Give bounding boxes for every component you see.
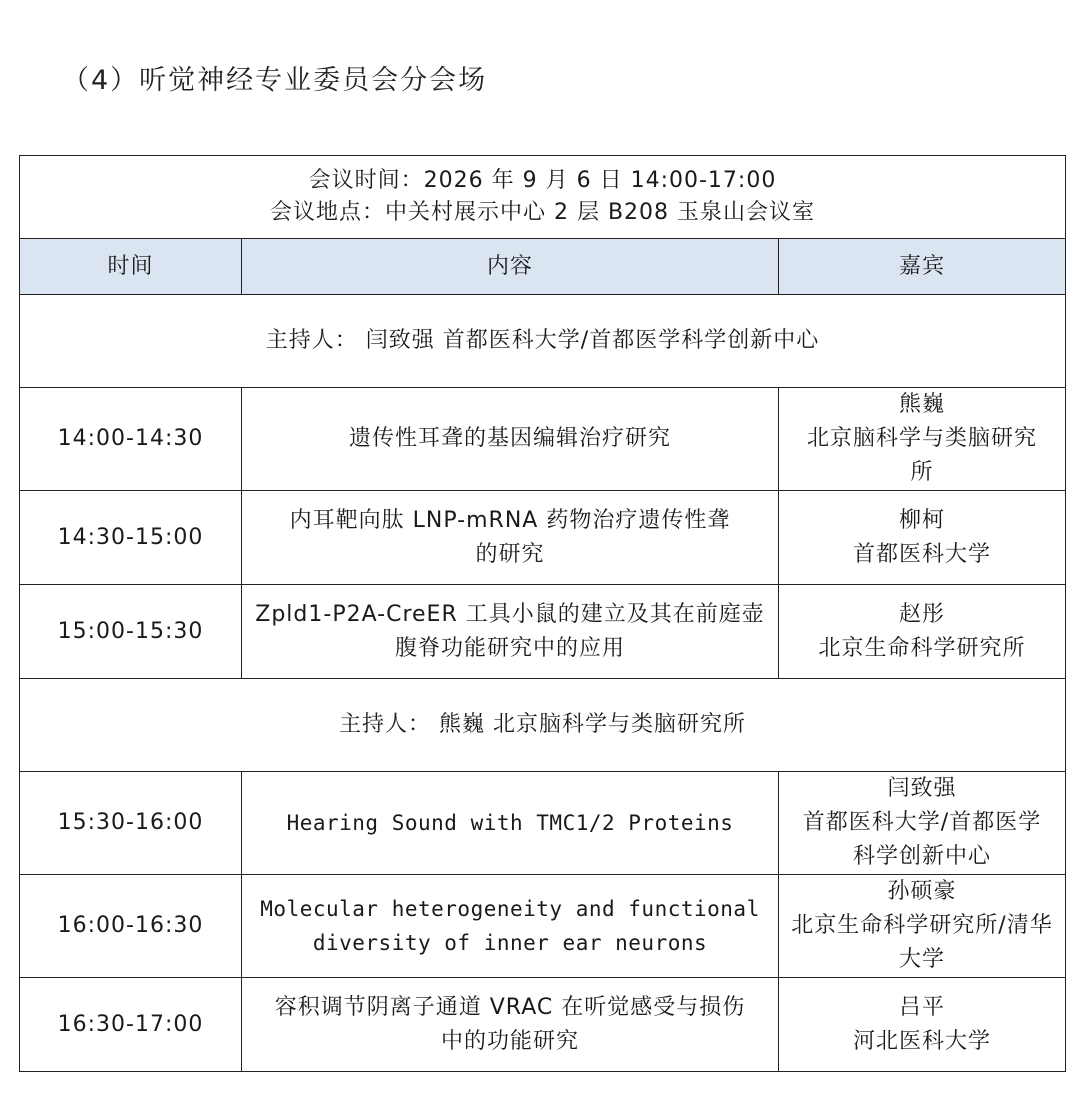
talk-content-text: Molecular heterogeneity and functional diversity of inner ear neurons	[260, 897, 760, 955]
talk-guest	[779, 978, 1066, 1072]
talk-time: 14:00-14:30	[20, 388, 242, 491]
meeting-place: 会议地点：中关村展示中心 2 层 B208 玉泉山会议室	[269, 200, 816, 225]
guest-name: 孙硕豪	[887, 879, 957, 904]
talk-content	[242, 585, 779, 679]
talk-guest	[779, 585, 1066, 679]
table-row	[20, 978, 1066, 1072]
talk-time: 16:30-17:00	[20, 978, 242, 1072]
guest-name: 吕平	[898, 994, 945, 1020]
talk-guest	[779, 875, 1066, 978]
guest-affiliation: 北京生命科学研究所/清华大学	[791, 913, 1053, 972]
talk-guest	[779, 772, 1066, 875]
talk-content	[242, 772, 779, 875]
guest-name: 赵彤	[898, 601, 945, 627]
talk-content-text: 容积调节阴离子通道 VRAC 在听觉感受与损伤中的功能研究	[274, 994, 746, 1054]
talk-content-text: 内耳靶向肽 LNP-mRNA 药物治疗遗传性聋的研究	[289, 507, 731, 567]
table-row	[20, 875, 1066, 978]
talk-content	[242, 978, 779, 1072]
talk-content	[242, 875, 779, 978]
host-row	[20, 295, 1066, 388]
host-row	[20, 679, 1066, 772]
host-cell: 主持人： 熊巍 北京脑科学与类脑研究所	[20, 679, 1066, 772]
guest-affiliation: 河北医科大学	[852, 1028, 991, 1054]
talk-time: 15:30-16:00	[20, 772, 242, 875]
meeting-info-cell	[20, 156, 1066, 239]
guest-name: 闫致强	[887, 776, 957, 801]
guest-name: 熊巍	[898, 392, 945, 417]
talk-content-text: 遗传性耳聋的基因编辑治疗研究	[348, 426, 671, 451]
header-content: 内容	[242, 239, 779, 295]
guest-affiliation: 北京脑科学与类脑研究所	[806, 426, 1037, 485]
guest-name: 柳柯	[898, 507, 945, 533]
meeting-time: 会议时间：2026 年 9 月 6 日 14:00-17:00	[308, 168, 777, 193]
talk-content	[242, 491, 779, 585]
schedule-table	[19, 155, 1066, 1072]
table-header-row	[20, 239, 1066, 295]
guest-affiliation: 北京生命科学研究所	[818, 635, 1026, 661]
meeting-info-row	[20, 156, 1066, 239]
talk-time: 14:30-15:00	[20, 491, 242, 585]
table-row	[20, 585, 1066, 679]
section-title: （4）听觉神经专业委员会分会场	[62, 65, 488, 96]
talk-time: 15:00-15:30	[20, 585, 242, 679]
table-row	[20, 491, 1066, 585]
talk-guest	[779, 491, 1066, 585]
header-guest: 嘉宾	[779, 239, 1066, 295]
talk-guest	[779, 388, 1066, 491]
table-row	[20, 388, 1066, 491]
table-row	[20, 772, 1066, 875]
talk-content	[242, 388, 779, 491]
header-time: 时间	[20, 239, 242, 295]
talk-content-text: Hearing Sound with TMC1/2 Proteins	[286, 811, 734, 835]
talk-content-text: Zpld1-P2A-CreER 工具小鼠的建立及其在前庭壶腹脊功能研究中的应用	[255, 601, 765, 661]
host-cell: 主持人： 闫致强 首都医科大学/首都医学科学创新中心	[20, 295, 1066, 388]
guest-affiliation: 首都医科大学/首都医学科学创新中心	[802, 810, 1042, 869]
talk-time: 16:00-16:30	[20, 875, 242, 978]
guest-affiliation: 首都医科大学	[852, 541, 991, 567]
